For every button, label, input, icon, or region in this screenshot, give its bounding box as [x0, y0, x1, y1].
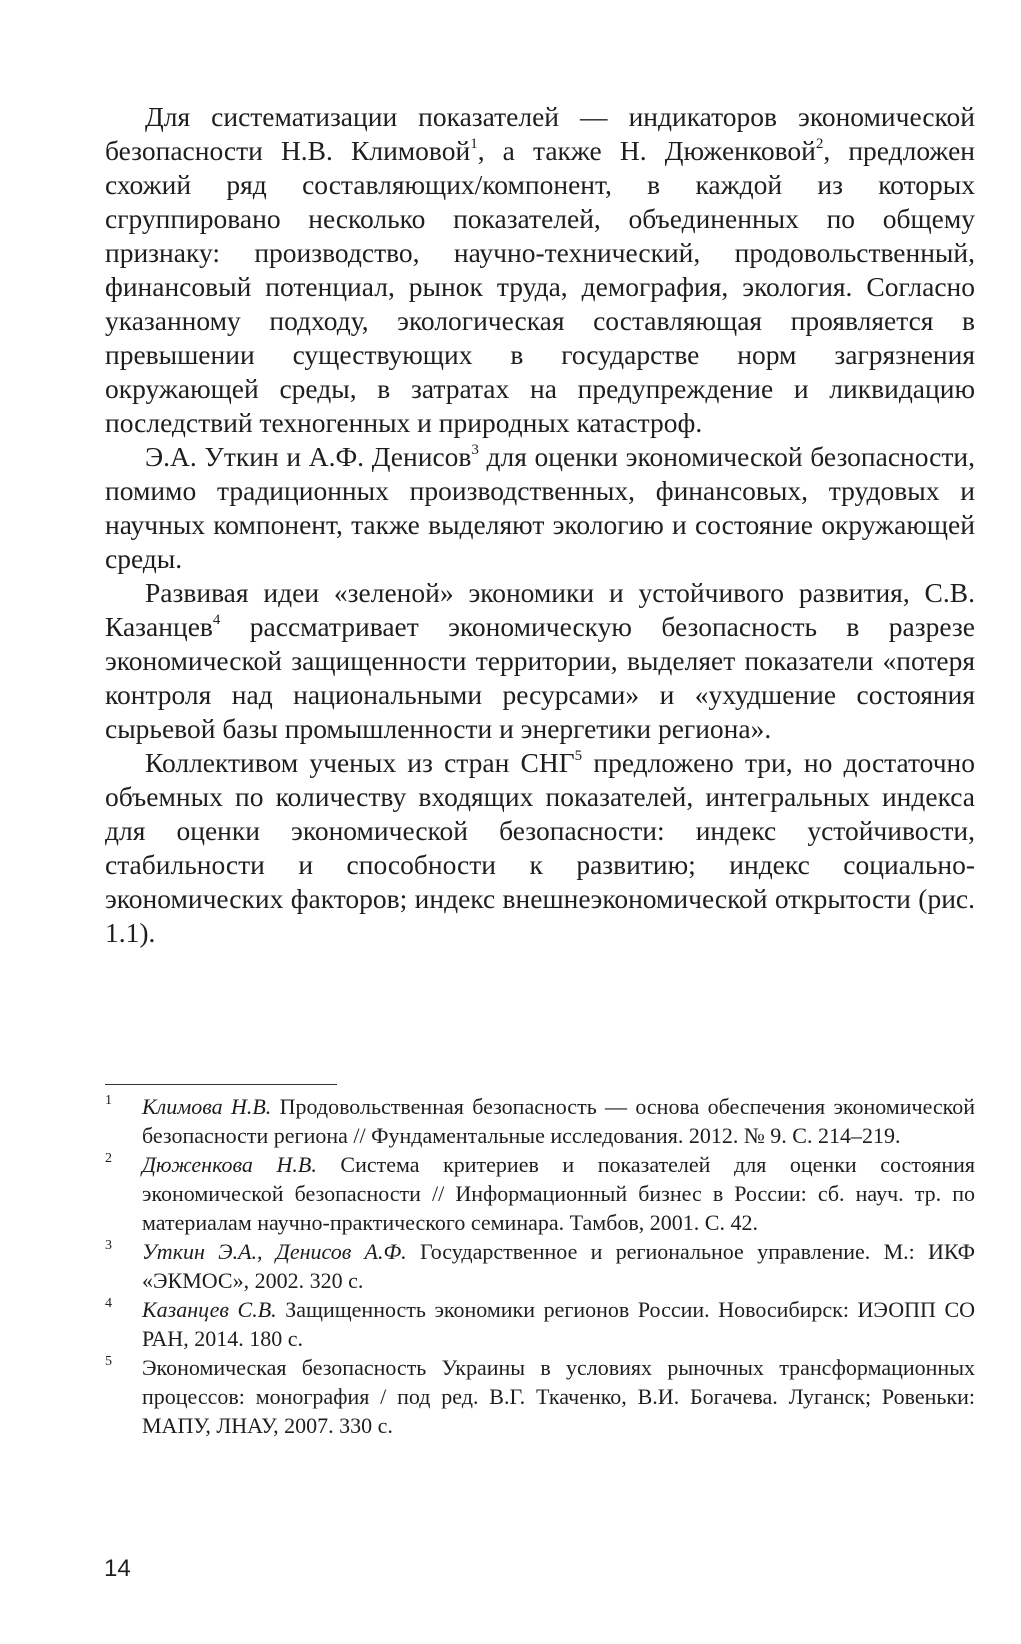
footnote-4 — [105, 1295, 975, 1353]
footnote-text: Продовольственная безопасность — основа обеспечения экономической безопасности региона // Фундаментальные исследования. 2012. № 9. С. 214–219. — [142, 1094, 975, 1148]
footnote-ref-4[interactable]: 4 — [212, 612, 221, 628]
footnote-2 — [105, 1150, 975, 1237]
page-number: 14 — [104, 1555, 131, 1582]
footnote-3 — [105, 1237, 975, 1295]
paragraph-1 — [105, 100, 975, 440]
footnote-text: Защищенность экономики регионов России. Новосибирск: ИЭОПП СО РАН, 2014. 180 с. — [142, 1297, 975, 1351]
footnote-divider — [105, 1084, 337, 1085]
paragraph-2 — [105, 440, 975, 576]
paragraph-3-text-b: рассматривает экономическую безопасность в разрезе экономической защищенности территории, выделяет показатели «потеря контроля над национальными ресурсами» и «ухудшение состояния сырьевой базы промышленности и энергетики региона». — [105, 611, 975, 744]
footnote-ref-5[interactable]: 5 — [574, 748, 583, 764]
footnote-number: 5 — [105, 1354, 112, 1369]
footnote-number: 4 — [105, 1296, 112, 1311]
paragraph-2-text-a: Э.А. Уткин и А.Ф. Денисов — [145, 441, 472, 472]
footnote-5 — [105, 1353, 975, 1440]
footnote-number: 2 — [105, 1151, 112, 1166]
body-text — [105, 100, 975, 950]
footnote-author: Уткин Э.А., Денисов А.Ф. — [142, 1239, 407, 1264]
paragraph-3 — [105, 576, 975, 746]
paragraph-4-text-b: предложено три, но достаточно объемных по количеству входящих показателей, интегральных индекса для оценки экономической безопасности: индекс устойчивости, стабильности и способности к развитию; индекс социально-экономических факторов; индекс внешнеэкономической открытости (рис. 1.1). — [105, 747, 975, 948]
footnote-text: Система критериев и показателей для оценки состояния экономической безопасности // Информационный бизнес в России: сб. науч. тр. по материалам научно-практического семинара. Тамбов, 2001. С. 42. — [142, 1152, 975, 1235]
footnote-1 — [105, 1092, 975, 1150]
paragraph-4 — [105, 746, 975, 950]
footnote-author: Дюженкова Н.В. — [142, 1152, 317, 1177]
footnote-author: Казанцев С.В. — [142, 1297, 277, 1322]
paragraph-1-text-b: , а также Н. Дюженковой — [477, 135, 816, 166]
footnote-number: 1 — [105, 1093, 112, 1108]
paragraph-1-text-a: Для систематизации показателей — индикаторов экономической безопасности Н.В. Климовой — [105, 101, 975, 166]
footnote-ref-2[interactable]: 2 — [815, 136, 824, 152]
footnote-number: 3 — [105, 1238, 112, 1253]
footnote-ref-3[interactable]: 3 — [471, 442, 479, 458]
footnote-ref-1[interactable]: 1 — [470, 136, 478, 152]
paragraph-3-text-a: Развивая идеи «зеленой» экономики и устойчивого развития, С.В. Казанцев — [105, 577, 975, 642]
paragraph-2-text-b: для оценки экономической безопасности, помимо традиционных производственных, финансовых, трудовых и научных компонент, также выделяют экологию и состояние окружающей среды. — [105, 441, 975, 574]
footnote-text: Экономическая безопасность Украины в условиях рыночных трансформационных процессов: монография / под ред. В.Г. Ткаченко, В.И. Богачева. Луганск; Ровеньки: МАПУ, ЛНАУ, 2007. 330 с. — [142, 1355, 975, 1438]
footnote-text: Государственное и региональное управление. М.: ИКФ «ЭКМОС», 2002. 320 с. — [142, 1239, 976, 1293]
footnotes — [105, 1092, 975, 1440]
paragraph-4-text-a: Коллективом ученых из стран СНГ — [145, 747, 575, 778]
footnote-author: Климова Н.В. — [142, 1094, 272, 1119]
paragraph-1-text-c: , предложен схожий ряд составляющих/компонент, в каждой из которых сгруппировано несколько показателей, объединенных по общему признаку: производство, научно-технический, продовольственный, финансовый потенциал, рынок труда, демография, экология. Согласно указанному подходу, экологическая составляющая проявляется в превышении существующих в государстве норм загрязнения окружающей среды, в затратах на предупреждение и ликвидацию последствий техногенных и природных катастроф. — [105, 135, 975, 438]
